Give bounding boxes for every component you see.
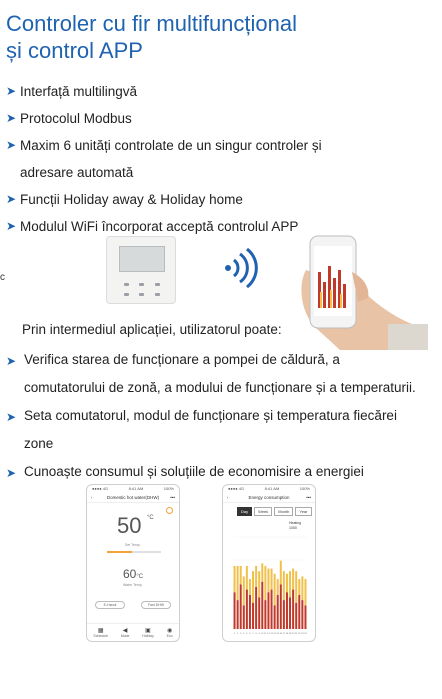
period-segmented-control [237,507,312,516]
controller-button [124,283,129,286]
chart-bar [298,595,300,629]
chart-bar [249,595,251,629]
legend-value: 1000 [289,526,297,530]
wifi-signal-icon [222,248,258,288]
eco-icon: ◉ [166,628,173,634]
dhw-app-screenshot [86,484,180,642]
feature-item [6,78,436,105]
app-header [223,493,315,503]
set-temp-label: Set Temp. [125,543,141,547]
arrow-icon: ➤ [6,84,17,98]
chart-bar [283,571,285,600]
app-feature-text: zone [24,436,54,451]
app-header-title: Domestic hot water(DHW) [106,495,160,500]
tab-holiday[interactable] [142,627,154,638]
chart-bar [289,571,291,597]
app-feature-text: Verifica starea de funcționare a pompei de căldură, a [24,352,340,367]
chart-tick-label: 18 [285,633,289,635]
power-icon[interactable] [166,507,173,514]
chart-tick-label: 23 [301,633,304,635]
chart-bar [255,587,257,629]
set-temperature-value: 50 [117,513,142,538]
chart-tick-label: 8 [255,633,257,635]
chart-tick-label: 20 [291,633,295,635]
app-feature-text: comutatorului de zonă, a modului de funcționare și a temperaturii. [24,380,416,395]
chart-bar [234,592,236,629]
controller-button [155,293,160,296]
tab-label: Eco [166,634,173,638]
feature-text: Maxim 6 unități controlate de un singur controler și [20,138,322,153]
e-hanul-button[interactable]: E-Hanul [95,601,125,609]
chart-tick-label: 4 [243,633,245,635]
chart-bar [298,579,300,595]
feature-item [6,105,436,132]
chart-bar [234,566,236,592]
chart-bar [301,600,303,629]
chart-bar [240,584,242,629]
chart-bar [274,574,276,606]
more-icon[interactable]: ••• [306,495,311,500]
segment-year[interactable]: Year [295,507,311,516]
chart-tick-label: 7 [252,633,254,635]
tab-label: Mode [120,634,130,638]
app-header [87,493,179,503]
speaker-icon: ◀ [122,628,128,634]
set-temperature-unit: °C [147,515,154,521]
chart-bar [289,597,291,629]
chart-bar [271,569,273,590]
segment-month[interactable]: Month [274,507,293,516]
chart-tick-label: 9 [258,633,260,635]
chart-bar [246,590,248,629]
app-feature-item-continuation [6,430,438,458]
calendar-icon: ▦ [97,628,104,634]
app-header-title: Energy consumption [248,495,290,500]
arrow-icon: ➤ [6,138,17,152]
water-temp-number: 60 [123,567,137,581]
chart-bar [271,590,273,629]
arrow-icon: ➤ [6,219,17,233]
chart-tick-label: 1 [233,633,236,635]
chart-tick-label: 13 [270,633,273,635]
controller-button [155,283,160,286]
chart-bar [286,592,288,629]
chart-bar [304,579,306,605]
energy-bar-chart [229,535,309,635]
app-feature-text: Cunoaște consumul și soluțiile de economisire a energiei [24,464,364,479]
feature-text: Modulul WiFi încorporat acceptă controlul APP [20,219,299,234]
status-time: 8:41 AM [128,486,144,491]
controller-screen [119,246,165,272]
chart-tick-label: 11 [264,633,267,635]
chart-bar [283,600,285,629]
app-feature-item [6,458,438,486]
suitcase-icon: ▣ [145,628,151,634]
arrow-icon: ➤ [6,410,17,424]
chart-tick-label: 16 [279,633,283,635]
chart-bar [261,582,263,629]
chart-bar [304,605,306,629]
chart-bar [292,590,294,629]
slider-fill [107,551,132,553]
chart-bar [243,576,245,605]
chart-bar [301,576,303,600]
chart-bar [243,605,245,629]
app-tab-bar [87,623,179,641]
chart-bar [246,566,248,590]
back-icon[interactable]: ‹ [227,495,229,500]
chart-bar [277,579,279,595]
fast-dhw-button[interactable]: Fast DHW [141,601,171,609]
controller-buttons [119,279,165,299]
controller-button [139,293,144,296]
app-feature-item-continuation [6,374,438,402]
arrow-icon: ➤ [6,466,17,480]
chart-bar [255,566,257,587]
chart-bar [267,592,269,629]
status-bar [223,485,315,493]
chart-bar [295,603,297,629]
controller-button [124,293,129,296]
segment-week[interactable]: Week [254,507,272,516]
chart-bar [292,569,294,590]
chart-tick-label: 24 [304,633,307,635]
tab-label: Holiday [142,634,154,638]
arrow-icon: ➤ [6,111,17,125]
chart-bar [258,571,260,597]
chart-bar [252,571,254,603]
feature-item [6,186,436,213]
chart-bar [264,566,266,600]
feature-item-continuation [6,159,436,186]
status-time: 8:41 AM [264,486,280,491]
tab-mode[interactable] [121,627,130,638]
feature-text: adresare automată [20,165,134,180]
chart-bar [249,579,251,595]
controller-button [139,283,144,286]
water-temperature-value [123,567,143,581]
status-bar [87,485,179,493]
feature-text: Funcții Holiday away & Holiday home [20,192,243,207]
arrow-icon: ➤ [6,192,17,206]
chart-tick-label: 5 [246,633,248,635]
app-intro-text: Prin intermediul aplicației, utilizatorul poate: [22,322,282,337]
tab-schedule[interactable] [93,627,108,638]
chart-bar [295,571,297,603]
water-temp-label: Water Temp. [123,583,143,587]
chart-tick-label: 14 [273,633,276,635]
chart-tick-label: 22 [298,633,301,635]
legend-label: Heating [289,521,302,525]
chart-bar [261,563,263,581]
chart-bar [280,584,282,629]
feature-text: Protocolul Modbus [20,111,132,126]
page-title-line-2: și control APP [6,38,143,63]
status-carrier: ●●●● 4G [228,486,245,491]
more-icon[interactable]: ••• [170,495,175,500]
chart-bar [274,605,276,629]
hand-holding-phone-image [292,232,432,352]
chart-tick-label: 15 [276,633,279,635]
chart-tick-label: 2 [237,633,239,635]
feature-text: Interfață multilingvă [20,84,138,99]
chart-bar [237,600,239,629]
chart-bar [252,603,254,629]
chart-tick-label: 6 [249,633,251,635]
app-feature-item [6,346,438,374]
status-battery: 100% [163,486,174,491]
chart-tick-label: 12 [267,633,270,635]
app-feature-list [6,346,438,486]
page-title [6,10,436,64]
chart-bar [277,595,279,629]
temperature-slider[interactable] [107,551,161,553]
chart-bar [267,569,269,593]
chart-bar [280,561,282,585]
chart-bar [286,574,288,592]
chart-tick-label: 19 [288,633,292,635]
chart-tick-label: 10 [261,633,264,635]
chart-bar [258,597,260,629]
water-temp-unit: °C [136,574,144,580]
tab-label: Schedule [93,634,108,638]
tab-eco[interactable] [167,627,173,638]
chart-tick-label: 17 [282,633,286,635]
page-title-line-1: Controler cu fir multifuncțional [6,11,298,36]
status-battery: 100% [299,486,310,491]
wired-controller-image [106,236,176,304]
chart-bar [264,600,266,629]
energy-app-screenshot [222,484,316,642]
segment-day[interactable]: Day [237,507,252,516]
feature-item [6,132,436,159]
feature-list [6,78,436,240]
arrow-icon: ➤ [6,354,17,368]
back-icon[interactable]: ‹ [91,495,93,500]
app-feature-item [6,402,438,430]
cropped-character: c [0,272,5,283]
chart-bar [237,566,239,600]
chart-legend [289,521,301,531]
chart-bar [240,566,242,584]
chart-tick-label: 3 [240,633,242,635]
app-feature-text: Seta comutatorul, modul de funcționare și temperatura fiecărei [24,408,397,423]
status-carrier: ●●●● 4G [92,486,109,491]
chart-tick-label: 21 [294,633,298,635]
